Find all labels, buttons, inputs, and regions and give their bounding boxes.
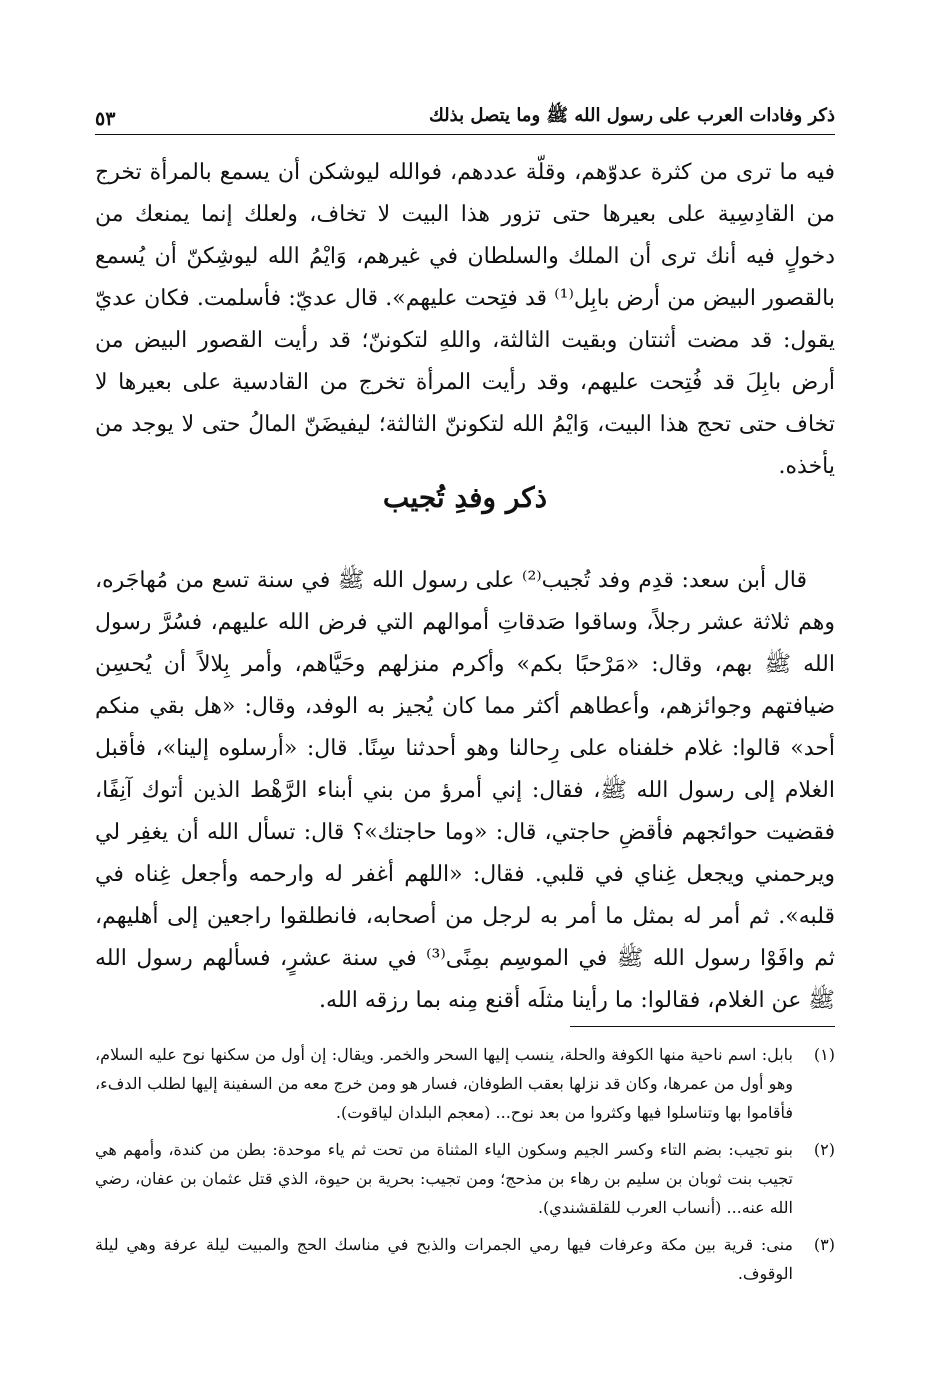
footnote-number: (١) [813, 1045, 835, 1064]
footnote [95, 1040, 835, 1127]
paragraph-text: فيه ما ترى من كثرة عدوّهم، وقلّة عددهم، فوالله ليوشكن أن يسمع بالمرأة تخرج من القادِسِية على بعيرها حتى تزور هذا البيت لا تخاف، ولعلك إنما يمنعك من دخولٍ فيه أنك ترى أن الملك والسلطان في غيرهم، وَايْمُ الله ليوشِكنّ أن يُسمع بالقصور البيض من أرض بابِل⁽¹⁾ قد فتِحت عليهم». قال عديّ: فأسلمت. فكان عديّ يقول: قد مضت أثنتان وبقيت الثالثة، واللهِ لتكوننّ؛ قد رأيت القصور البيض من أرض بابِلَ قد فُتِحت عليهم، وقد رأيت المرأة تخرج من القادسية على بعيرها لا تخاف حتى تحج هذا البيت، وَايْمُ الله لتكوننّ الثالثة؛ ليفيضَنّ المالُ حتى لا يوجد من يأخذه. [95, 160, 835, 479]
footnote-text: منى: قرية بين مكة وعرفات فيها رمي الجمرات والذبح في مناسك الحج والمبيت ليلة عرفة وهي ليلة الوقوف. [95, 1235, 793, 1283]
body-paragraph-1 [95, 152, 835, 488]
running-header [95, 96, 835, 130]
footnotes [95, 1040, 835, 1296]
footnote [95, 1135, 835, 1222]
page-number: ٥٣ [95, 108, 116, 130]
footnote-text: بابل: اسم ناحية منها الكوفة والحلة، ينسب إليها السحر والخمر. ويقال: إن أول من سكنها نوح عليه السلام، وهو أول من عمرها، وكان قد نزلها بعقب الطوفان، فسار هو ومن خرج معه من السفينة إليها لطلب الدفء، فأقاموا بها وتناسلوا فيها وكثروا من بعد نوح... (معجم البلدان لياقوت). [95, 1045, 793, 1122]
footnote [95, 1230, 835, 1288]
section-heading: ذكر وفدِ تُجيب [382, 481, 548, 514]
header-rule [95, 134, 835, 135]
footnote-number: (٣) [813, 1235, 835, 1254]
footnote-rule [570, 1026, 835, 1027]
footnote-text: بنو تجيب: بضم التاء وكسر الجيم وسكون الياء المثناة من تحت ثم ياء موحدة: بطن من كندة، وأمهم هي تجيب بنت ثوبان بن سليم بن رهاء بن مذحج؛ ومن تجيب: بحرية بن حيوة، الذي قتل عثمان بن عفان، رضي الله عنه... (أنساب العرب للقلقشندي). [95, 1140, 793, 1217]
paragraph-text: قال أبن سعد: قدِم وفد تُجيب⁽²⁾ على رسول الله ﷺ في سنة تسع من مُهاجَره، وهم ثلاثة عشر رجلاً، وساقوا صَدقاتِ أموالهم التي فرض الله عليهم، فسُرَّ رسول الله ﷺ بهم، وقال: «مَرْحبًا بكم» وأكرم منزلهم وحَيَّاهم، وأمر بِلالاً أن يُحسِن ضيافتهم وجوائزهم، وأعطاهم أكثر مما كان يُجيز به الوفد، وقال: «هل بقي منكم أحد» قالوا: غلام خلفناه على رِحالنا وهو أحدثنا سِنًا. قال: «أرسلوه إلينا»، فأقبل الغلام إلى رسول الله ﷺ، فقال: إني أمرؤ من بني أبناء الرَّهْط الذين أتوك آنِفًا، فقضيت حوائجهم فأقضِ حاجتي، قال: «وما حاجتك»؟ قال: تسأل الله أن يغفِر لي ويرحمني ويجعل غِناي في قلبي. فقال: «اللهم أغفر له وارحمه وأجعل غِناه في قلبه». ثم أمر له بمثل ما أمر به لرجل من أصحابه، فانطلقوا راجعين إلى أهليهم، ثم وافَوْا رسول الله ﷺ في الموسِم بمِنًى⁽³⁾ في سنة عشرٍ، فسألهم رسول الله ﷺ عن الغلام، فقالوا: ما رأينا مثلَه أقنع مِنه بما رزقه الله. [95, 568, 836, 1013]
running-title: ذكر وفادات العرب على رسول الله ﷺ وما يتصل بذلك [428, 105, 835, 126]
body-paragraph-2 [95, 560, 835, 1022]
footnote-number: (٢) [813, 1140, 835, 1159]
